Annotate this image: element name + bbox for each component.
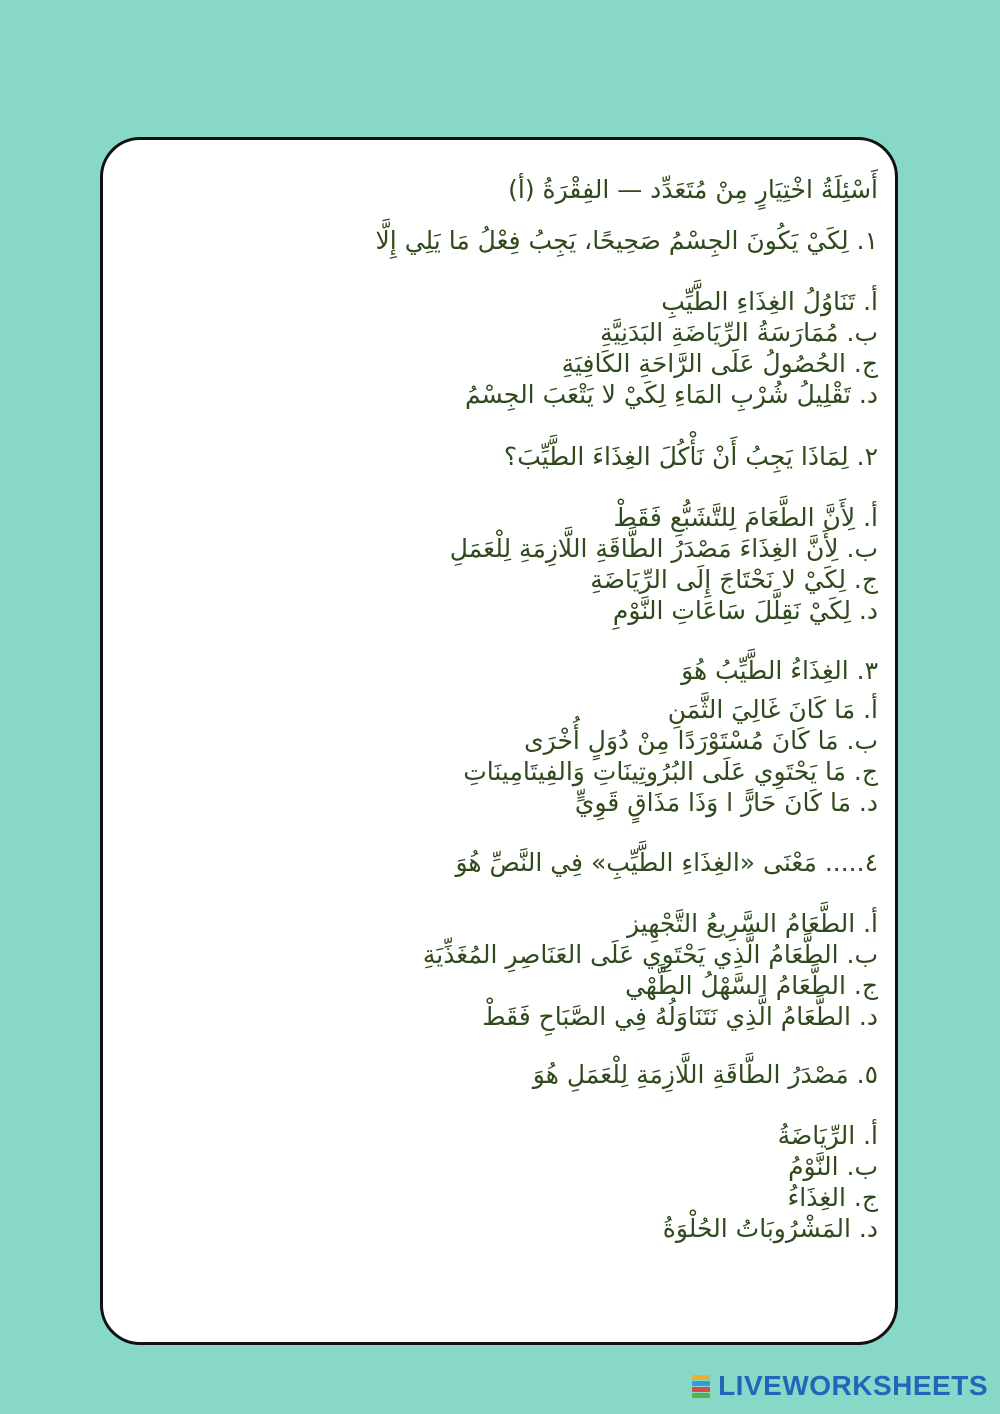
liveworksheets-footer[interactable] — [692, 1366, 988, 1406]
option-c[interactable]: ج. لِكَيْ لا نَحْتَاجَ إِلَى الرِّيَاضَةِ — [590, 565, 878, 594]
options-list — [120, 502, 878, 626]
option-a[interactable]: أ. الطَّعَامُ السَّرِيعُ التَّجْهِيز — [627, 909, 878, 938]
option-c[interactable]: ج. الحُصُولُ عَلَى الرَّاحَةِ الكَافِيَةِ — [561, 349, 878, 378]
option-a[interactable]: أ. تَنَاوُلُ الغِذَاءِ الطَّيِّبِ — [661, 287, 878, 316]
option-a[interactable]: أ. مَا كَانَ غَالِيَ الثَّمَنِ — [667, 695, 878, 724]
worksheet-title: أَسْئِلَةُ اخْتِيَارٍ مِنْ مُتَعَدِّد — الفِقْرَةُ (أ) — [508, 175, 878, 204]
brand-name: LIVEWORKSHEETS — [718, 1370, 988, 1401]
options-list — [120, 286, 878, 410]
question-text: ١. لِكَيْ يَكُونَ الجِسْمُ صَحِيحًا، يَجِبُ فِعْلُ مَا يَلِي إِلَّا — [375, 226, 878, 255]
worksheet-content — [120, 168, 878, 1244]
option-a[interactable]: أ. الرِّيَاضَةُ — [777, 1121, 878, 1150]
option-d[interactable]: د. لِكَيْ نَقِلَّلَ سَاعَاتِ النَّوْمِ — [612, 596, 878, 625]
option-d[interactable]: د. تَقْلِيلُ شُرْبِ المَاءِ لِكَيْ لا يَتْعَبَ الجِسْمُ — [464, 380, 878, 409]
option-d[interactable]: د. الطَّعَامُ الَّذِي نَتَنَاوَلُهُ فِي الصَّبَاحِ فَقَطْ — [482, 1002, 878, 1031]
option-b[interactable]: ب. النَّوْمُ — [788, 1152, 878, 1181]
options-list — [120, 1120, 878, 1244]
option-c[interactable]: ج. الطَّعَامُ السَّهْلُ الطَّهْي — [625, 971, 878, 1000]
options-list — [120, 694, 878, 818]
option-c[interactable]: ج. الغِذَاءُ — [787, 1183, 878, 1212]
option-c[interactable]: ج. مَا يَحْتَوِي عَلَى البُرُوتِينَاتِ وَالفِيتَامِينَاتِ — [463, 757, 878, 786]
liveworksheets-logo-icon — [692, 1373, 714, 1399]
option-a[interactable]: أ. لِأَنَّ الطَّعَامَ لِلتَّشَبُّعِ فَقَطْ — [613, 503, 878, 532]
option-b[interactable]: ب. الطَّعَامُ الَّذِي يَحْتَوِي عَلَى العَنَاصِرِ المُغَذِّيَةِ — [422, 940, 878, 969]
question-2 — [120, 440, 878, 626]
question-1 — [120, 224, 878, 410]
question-3 — [120, 654, 878, 818]
question-text: ٢. لِمَاذَا يَجِبُ أَنْ نَأْكُلَ الغِذَاءَ الطَّيِّبَ؟ — [503, 442, 878, 471]
question-5 — [120, 1058, 878, 1244]
option-b[interactable]: ب. مَا كَانَ مُسْتَوْرَدًا مِنْ دُوَلٍ أُخْرَى — [524, 726, 878, 755]
option-b[interactable]: ب. مُمَارَسَةُ الرِّيَاضَةِ البَدَنِيَّةِ — [600, 318, 878, 347]
question-text: ٣. الغِذَاءُ الطَّيِّبُ هُوَ — [681, 656, 878, 685]
option-d[interactable]: د. مَا كَانَ حَارًّ ا وَذَا مَذَاقٍ قَوِيٍّ — [574, 788, 878, 817]
question-text: ٤..... مَعْنَى «الغِذَاءِ الطَّيِّبِ» فِي النَّصِّ هُوَ — [455, 848, 878, 877]
option-b[interactable]: ب. لِأَنَّ الغِذَاءَ مَصْدَرُ الطَّاقَةِ اللَّازِمَةِ لِلْعَمَلِ — [449, 534, 878, 563]
question-4 — [120, 846, 878, 1032]
option-d[interactable]: د. المَشْرُوبَاتُ الحُلْوَةُ — [662, 1214, 878, 1243]
question-text: ٥. مَصْدَرُ الطَّاقَةِ اللَّازِمَةِ لِلْعَمَلِ هُوَ — [532, 1060, 878, 1089]
options-list — [120, 908, 878, 1032]
